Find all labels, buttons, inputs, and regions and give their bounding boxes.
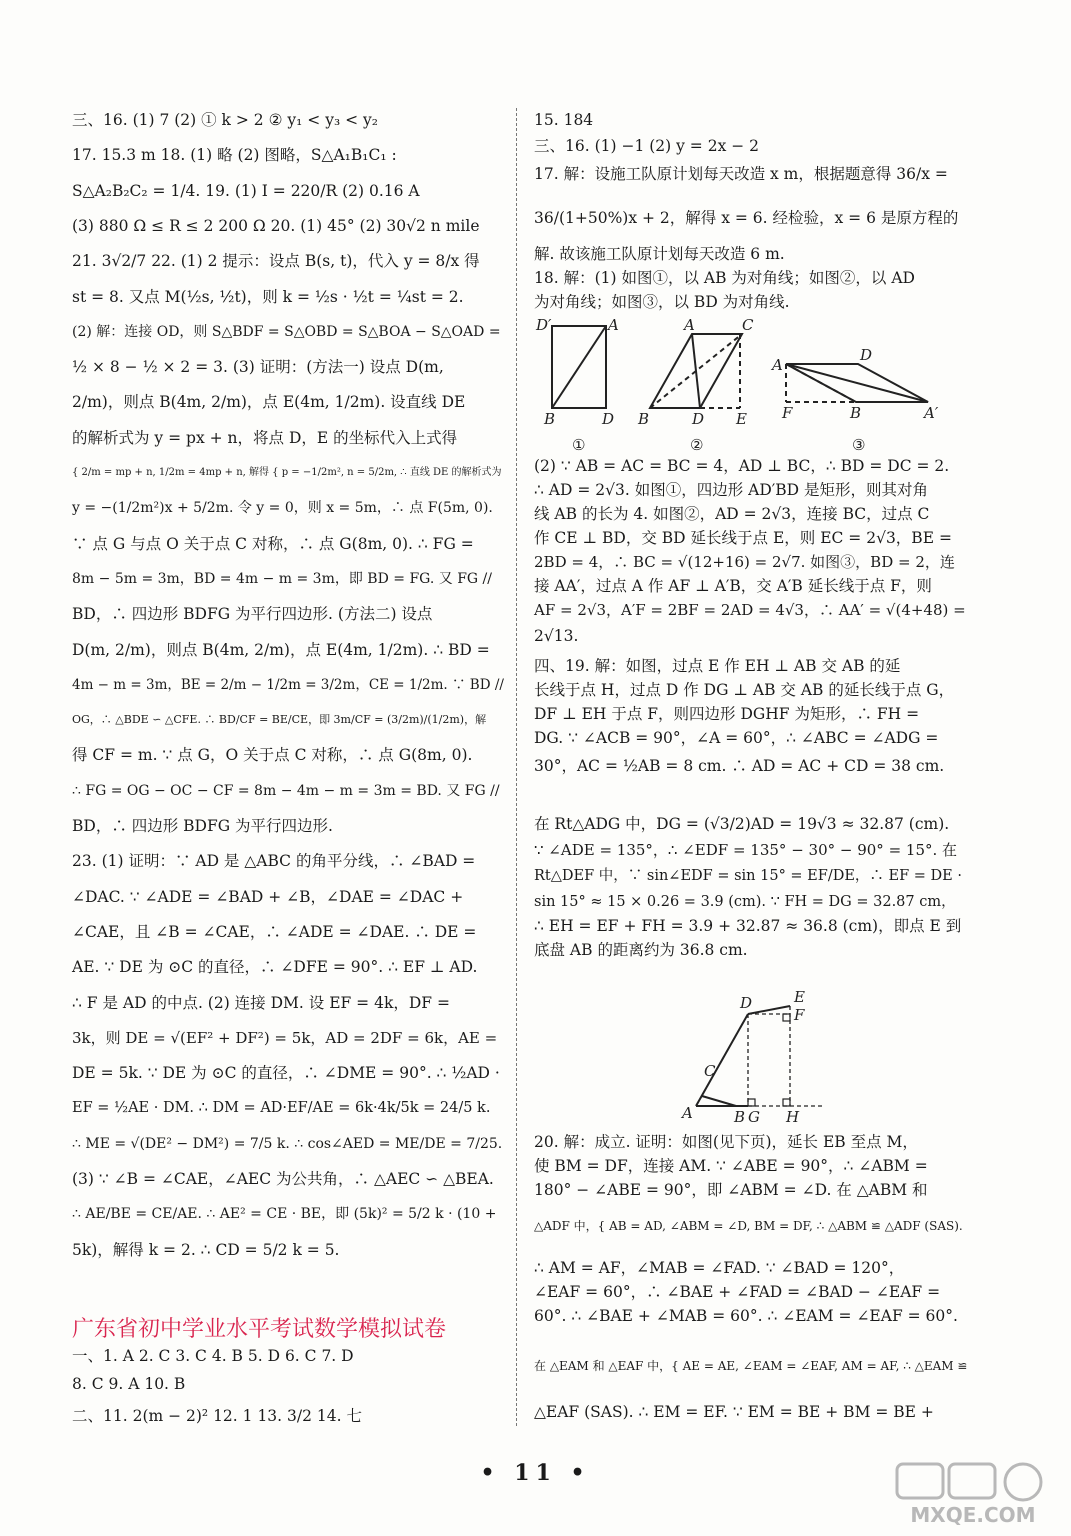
column-divider <box>516 108 517 1426</box>
right-answer-line: 底盘 AB 的距离约为 36.8 cm. <box>534 941 748 959</box>
right-answer-line: 接 AA′，过点 A 作 AF ⊥ A′B，交 A′B 延长线于点 F，则 <box>534 577 932 595</box>
left-answer-line: BD，∴ 四边形 BDFG 为平行四边形. (方法二) 设点 <box>72 605 433 624</box>
section-answer-line: 一、1. A 2. C 3. C 4. B 5. D 6. C 7. D <box>72 1347 354 1365</box>
right-answer-line: 作 CE ⊥ BD，交 BD 延长线于点 E，则 EC = 2√3，BE = <box>534 529 952 547</box>
section-title: 广东省初中学业水平考试数学模拟试卷 <box>72 1317 447 1342</box>
left-answer-line: ∴ FG = OG − OC − CF = 8m − 4m − m = 3m = BD. 又 FG // <box>72 782 500 799</box>
label-18-3-B: B <box>850 404 862 422</box>
left-answer-line: 21. 3√2/7 22. (1) 2 提示：设点 B(s, t)，代入 y = 8/x 得 <box>72 252 480 271</box>
left-answer-line: DE = 5k. ∵ DE 为 ⊙C 的直径，∴ ∠DME = 90°. ∴ ½AD · <box>72 1064 500 1083</box>
right-answer-line: 解. 故该施工队原计划每天改造 6 m. <box>534 245 785 263</box>
label-18-2-C: C <box>742 316 754 334</box>
label-18-2-E: E <box>736 410 747 428</box>
left-answer-line: 8m − 5m = 3m，BD = 4m − m = 3m，即 BD = FG. 又 FG // <box>72 570 492 587</box>
label-19-E: E <box>794 988 805 1006</box>
label-18-3-Ap: A′ <box>924 404 939 422</box>
right-answer-line: 三、16. (1) −1 (2) y = 2x − 2 <box>534 137 760 155</box>
label-19-C: C <box>704 1062 716 1080</box>
caption-18-2: ② <box>690 436 704 454</box>
watermark-url: MXQE.COM <box>910 1503 1036 1527</box>
left-answer-line: 的解析式为 y = px + n，将点 D，E 的坐标代入上式得 <box>72 428 458 447</box>
right-answer-line: AF = 2√3，A′F = 2BF = 2AD = 4√3，∴ AA′ = √(4+48) = <box>534 601 966 619</box>
caption-18-3: ③ <box>852 436 866 454</box>
right-answer-line: Rt△DEF 中，∵ sin∠EDF = sin 15° = EF/DE，∴ EF = DE · <box>534 868 962 884</box>
left-answer-line: ∴ AE/BE = CE/AE. ∴ AE² = CE · BE，即 (5k)² = 5/2 k · (10 + <box>72 1206 497 1223</box>
left-answer-line: 17. 15.3 m 18. (1) 略 (2) 图略，S△A₁B₁C₁ : <box>72 146 397 165</box>
left-answer-line: 2/m)，则点 B(4m, 2/m)，点 E(4m, 1/2m). 设直线 DE <box>72 393 466 412</box>
left-answer-line: D(m, 2/m)，则点 B(4m, 2/m)，点 E(4m, 1/2m). ∴ BD = <box>72 640 490 659</box>
left-answer-line: 23. (1) 证明：∵ AD 是 △ABC 的角平分线，∴ ∠BAD = <box>72 852 476 871</box>
figure-19 <box>676 984 836 1130</box>
figure-18-1 <box>552 326 606 408</box>
left-answer-line: ∵ 点 G 与点 O 关于点 C 对称，∴ 点 G(8m, 0). ∴ FG = <box>72 534 474 553</box>
right-answer-line: 60°. ∴ ∠BAE + ∠MAB = 60°. ∴ ∠EAM = ∠EAF = 60°. <box>534 1307 958 1325</box>
right-answer-line: 36/(1+50%)x + 2，解得 x = 6. 经检验，x = 6 是原方程的 <box>534 209 959 227</box>
figure-18-2 <box>650 334 742 408</box>
label-19-B: B <box>734 1108 746 1126</box>
section-answer-line: 8. C 9. A 10. B <box>72 1375 186 1393</box>
page-number: • 11 • <box>480 1460 591 1486</box>
left-answer-line: (2) 解：连接 OD，则 S△BDF = S△OBD = S△BOA − S△OAD = <box>72 323 501 340</box>
left-answer-line: AE. ∵ DE 为 ⊙C 的直径，∴ ∠DFE = 90°. ∴ EF ⊥ AD. <box>72 958 478 977</box>
right-answer-line: sin 15° ≈ 15 × 0.26 = 3.9 (cm). ∵ FH = DG = 32.87 cm， <box>534 894 956 910</box>
label-18-2-D: D <box>692 410 705 428</box>
right-answer-line: ∴ AD = 2√3. 如图①，四边形 AD′BD 是矩形，则其对角 <box>534 481 929 499</box>
left-answer-line: BD，∴ 四边形 BDFG 为平行四边形. <box>72 817 333 835</box>
right-answer-line: 使 BM = DF，连接 AM. ∵ ∠ABE = 90°，∴ ∠ABM = <box>534 1157 928 1175</box>
right-answer-line: 180° − ∠ABE = 90°，即 ∠ABM = ∠D. 在 △ABM 和 <box>534 1181 928 1199</box>
right-answer-line: ∠EAF = 60°，∴ ∠BAE + ∠FAD = ∠BAD − ∠EAF = <box>534 1283 941 1301</box>
watermark-logo <box>893 1462 1053 1528</box>
section-answer-line: 二、11. 2(m − 2)² 12. 1 13. 3/2 14. 七 <box>72 1407 362 1425</box>
caption-18-1: ① <box>572 436 586 454</box>
label-18-1-Dp: D′ <box>536 316 552 334</box>
right-answer-line: 在 Rt△ADG 中，DG = (√3/2)AD = 19√3 ≈ 32.87 (cm). <box>534 815 950 833</box>
left-answer-line: S△A₂B₂C₂ = 1/4. 19. (1) I = 220/R (2) 0.16 A <box>72 181 420 200</box>
right-answer-line: 20. 解：成立. 证明：如图(见下页)，延长 EB 至点 M， <box>534 1133 918 1151</box>
label-19-H: H <box>786 1108 800 1126</box>
left-answer-line: (3) ∵ ∠B = ∠CAE，∠AEC 为公共角，∴ △AEC ∽ △BEA. <box>72 1170 494 1188</box>
right-answer-line: 为对角线；如图③，以 BD 为对角线. <box>534 293 790 311</box>
right-answer-line: 2√13. <box>534 627 579 645</box>
right-answer-line: 四、19. 解：如图，过点 E 作 EH ⊥ AB 交 AB 的延 <box>534 657 901 675</box>
right-answer-line: DF ⊥ EH 于点 F，则四边形 DGHF 为矩形，∴ FH = <box>534 705 920 723</box>
left-answer-line: y = −(1/2m²)x + 5/2m. 令 y = 0，则 x = 5m，∴ 点 F(5m, 0). <box>72 500 493 517</box>
left-answer-line: OG，∴ △BDE ∽ △CFE. ∴ BD/CF = BE/CE，即 3m/CF = (3/2m)/(1/2m)，解 <box>72 713 487 727</box>
left-answer-line: ½ × 8 − ½ × 2 = 3. (3) 证明：(方法一) 设点 D(m, <box>72 358 444 377</box>
left-answer-line: { 2/m = mp + n, 1/2m = 4mp + n, 解得 { p = −1/2m², n = 5/2m, ∴ 直线 DE 的解析式为 <box>72 467 502 478</box>
right-answer-line: 15. 184 <box>534 111 594 129</box>
label-18-1-A: A <box>608 316 619 334</box>
label-18-2-B: B <box>638 410 650 428</box>
left-answer-line: ∴ ME = √(DE² − DM²) = 7/5 k. ∴ cos∠AED = ME/DE = 7/25. <box>72 1135 503 1152</box>
left-answer-line: ∴ F 是 AD 的中点. (2) 连接 DM. 设 EF = 4k，DF = <box>72 993 450 1012</box>
left-answer-line: 得 CF = m. ∵ 点 G，O 关于点 C 对称，∴ 点 G(8m, 0). <box>72 746 473 765</box>
figure-18 <box>534 312 968 458</box>
figure-18-3 <box>786 364 928 402</box>
label-19-F: F <box>794 1006 805 1024</box>
left-answer-line: ∠DAC. ∵ ∠ADE = ∠BAD + ∠B，∠DAE = ∠DAC + <box>72 887 464 906</box>
right-answer-line: (2) ∵ AB = AC = BC = 4，AD ⊥ BC，∴ BD = DC = 2. <box>534 457 950 475</box>
right-answer-line: ∴ EH = EF + FH = 3.9 + 32.87 ≈ 36.8 (cm)，即点 E 到 <box>534 917 962 935</box>
label-18-3-A: A <box>772 356 783 374</box>
right-answer-line: 长线于点 H，过点 D 作 DG ⊥ AB 交 AB 的延长线于点 G， <box>534 681 955 699</box>
right-answer-line: 在 △EAM 和 △EAF 中，{ AE = AE, ∠EAM = ∠EAF, AM = AF, ∴ △EAM ≌ <box>534 1359 968 1373</box>
right-answer-line: ∴ AM = AF，∠MAB = ∠FAD. ∵ ∠BAD = 120°， <box>534 1259 905 1277</box>
label-18-2-A: A <box>684 316 695 334</box>
right-answer-line: △ADF 中，{ AB = AD, ∠ABM = ∠D, BM = DF, ∴ △ABM ≌ △ADF (SAS). <box>534 1219 963 1233</box>
left-answer-line: 3k，则 DE = √(EF² + DF²) = 5k，AD = 2DF = 6k，AE = <box>72 1028 498 1047</box>
left-answer-line: 三、16. (1) 7 (2) ① k > 2 ② y₁ < y₃ < y₂ <box>72 111 378 129</box>
left-answer-line: st = 8. 又点 M(½s, ½t)，则 k = ½s · ½t = ¼st = 2. <box>72 287 464 306</box>
right-answer-line: 2BD = 4，∴ BC = √(12+16) = 2√7. 如图③，BD = 2，连 <box>534 553 955 571</box>
right-answer-line: 30°，AC = ½AB = 8 cm. ∴ AD = AC + CD = 38 cm. <box>534 757 945 775</box>
label-18-3-F: F <box>782 404 793 422</box>
label-19-A: A <box>682 1104 693 1122</box>
right-answer-line: ∵ ∠ADE = 135°，∴ ∠EDF = 135° − 30° − 90° = 15°. 在 <box>534 841 958 859</box>
label-18-1-B: B <box>544 410 556 428</box>
right-answer-line: 线 AB 的长为 4. 如图②，AD = 2√3，连接 BC，过点 C <box>534 505 930 523</box>
right-answer-line: △EAF (SAS). ∴ EM = EF. ∵ EM = BE + BM = BE + <box>534 1403 934 1421</box>
left-answer-line: (3) 880 Ω ≤ R ≤ 2 200 Ω 20. (1) 45° (2) 30√2 n mile <box>72 216 480 235</box>
left-answer-line: 5k)，解得 k = 2. ∴ CD = 5/2 k = 5. <box>72 1240 340 1259</box>
label-19-D: D <box>740 994 753 1012</box>
label-18-1-D: D <box>602 410 615 428</box>
label-18-3-D: D <box>860 346 873 364</box>
right-answer-line: 18. 解：(1) 如图①，以 AB 为对角线；如图②，以 AD <box>534 269 915 287</box>
left-answer-line: EF = ½AE · DM. ∴ DM = AD·EF/AE = 6k·4k/5k = 24/5 k. <box>72 1100 491 1117</box>
left-answer-line: ∠CAE，且 ∠B = ∠CAE，∴ ∠ADE = ∠DAE. ∴ DE = <box>72 922 477 941</box>
right-answer-line: DG. ∵ ∠ACB = 90°，∠A = 60°，∴ ∠ABC = ∠ADG = <box>534 729 939 747</box>
left-answer-line: 4m − m = 3m，BE = 2/m − 1/2m = 3/2m，CE = 1/2m. ∵ BD // <box>72 676 504 693</box>
label-19-G: G <box>748 1108 760 1126</box>
right-answer-line: 17. 解：设施工队原计划每天改造 x m，根据题意得 36/x = <box>534 165 948 183</box>
